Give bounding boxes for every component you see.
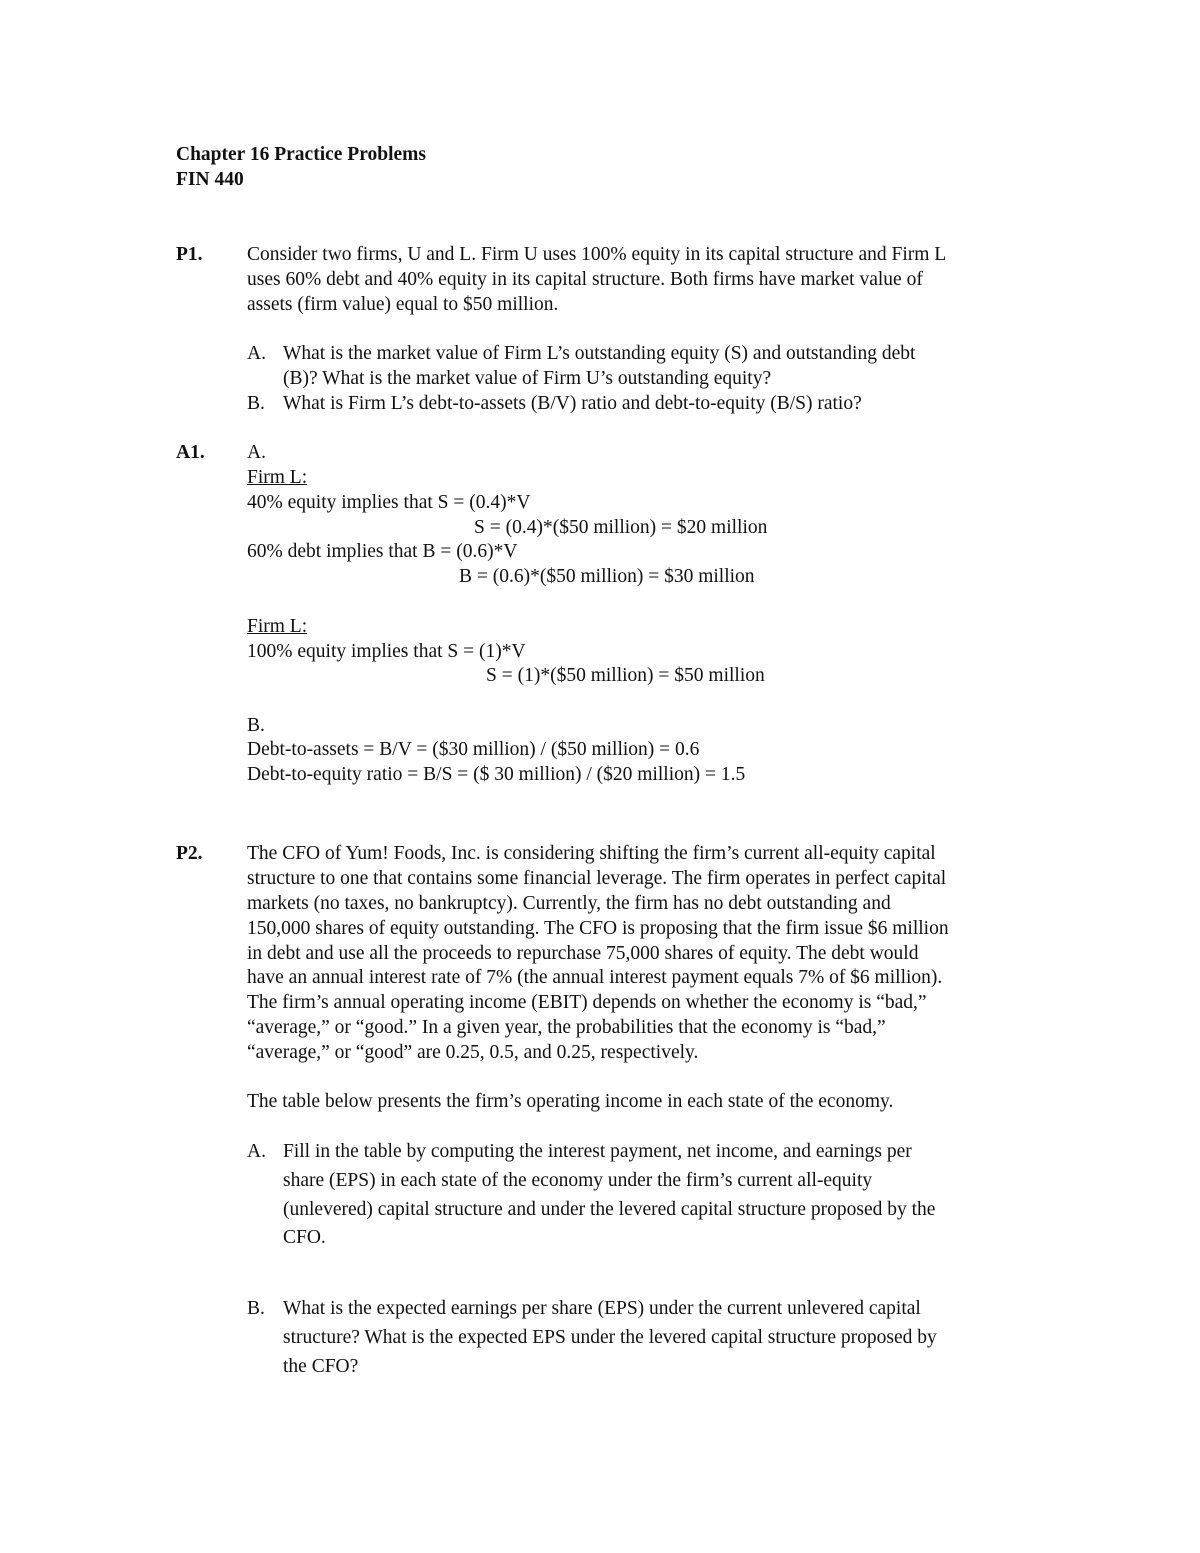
list-item-line: the CFO? <box>283 1356 359 1377</box>
list-item-line: (B)? What is the market value of Firm U’s outstanding equity? <box>283 368 772 389</box>
list-marker: A. <box>247 343 266 364</box>
document-title: Chapter 16 Practice Problems <box>176 144 427 165</box>
list-item-line: What is Firm L’s debt-to-assets (B/V) ratio and debt-to-equity (B/S) ratio? <box>283 393 862 414</box>
equation-line: 40% equity implies that S = (0.4)*V <box>247 492 531 513</box>
firm-heading: Firm L: <box>247 616 308 637</box>
problem-text-line: “average,” or “good” are 0.25, 0.5, and 0.25, respectively. <box>247 1042 699 1063</box>
answer-part-label: A. <box>247 442 266 463</box>
equation-line: S = (0.4)*($50 million) = $20 million <box>474 517 768 538</box>
answer-label: A1. <box>176 442 205 463</box>
table-intro-text: The table below presents the firm’s operating income in each state of the economy. <box>247 1091 894 1112</box>
problem-text-line: The firm’s annual operating income (EBIT) depends on whether the economy is “bad,” <box>247 992 927 1013</box>
problem-text-line: structure to one that contains some financial leverage. The firm operates in perfect capital <box>247 868 947 889</box>
list-item-line: (unlevered) capital structure and under the levered capital structure proposed by the <box>283 1199 936 1220</box>
answer-part-label: B. <box>247 715 265 736</box>
problem-text-line: have an annual interest rate of 7% (the annual interest payment equals 7% of $6 million). <box>247 967 943 988</box>
list-marker: B. <box>247 1298 265 1319</box>
firm-heading: Firm L: <box>247 467 308 488</box>
list-item-line: What is the expected earnings per share (EPS) under the current unlevered capital <box>283 1298 921 1319</box>
problem-text-line: The CFO of Yum! Foods, Inc. is considering shifting the firm’s current all-equity capital <box>247 843 936 864</box>
problem-text-line: markets (no taxes, no bankruptcy). Currently, the firm has no debt outstanding and <box>247 893 891 914</box>
problem-text-line: “average,” or “good.” In a given year, the probabilities that the economy is “bad,” <box>247 1017 886 1038</box>
list-item-line: share (EPS) in each state of the economy under the firm’s current all-equity <box>283 1170 873 1191</box>
list-marker: B. <box>247 393 265 414</box>
list-item-line: structure? What is the expected EPS under the levered capital structure proposed by <box>283 1327 937 1348</box>
list-item-line: Fill in the table by computing the interest payment, net income, and earnings per <box>283 1141 912 1162</box>
ratio-line: Debt-to-equity ratio = B/S = ($ 30 million) / ($20 million) = 1.5 <box>247 764 746 785</box>
problem-text-line: 150,000 shares of equity outstanding. The CFO is proposing that the firm issue $6 million <box>247 918 949 939</box>
equation-line: 100% equity implies that S = (1)*V <box>247 641 526 662</box>
equation-line: 60% debt implies that B = (0.6)*V <box>247 541 518 562</box>
problem-label: P2. <box>176 843 203 864</box>
list-item-line: What is the market value of Firm L’s outstanding equity (S) and outstanding debt <box>283 343 916 364</box>
course-code: FIN 440 <box>176 169 244 190</box>
list-marker: A. <box>247 1141 266 1162</box>
problem-text-line: uses 60% debt and 40% equity in its capital structure. Both firms have market value of <box>247 269 923 290</box>
problem-text-line: assets (firm value) equal to $50 million. <box>247 294 559 315</box>
problem-text-line: in debt and use all the proceeds to repurchase 75,000 shares of equity. The debt would <box>247 943 919 964</box>
equation-line: S = (1)*($50 million) = $50 million <box>486 665 765 686</box>
problem-label: P1. <box>176 244 203 265</box>
list-item-line: CFO. <box>283 1227 326 1248</box>
equation-line: B = (0.6)*($50 million) = $30 million <box>459 566 755 587</box>
ratio-line: Debt-to-assets = B/V = ($30 million) / ($50 million) = 0.6 <box>247 739 700 760</box>
problem-text-line: Consider two firms, U and L. Firm U uses 100% equity in its capital structure and Firm L <box>247 244 947 265</box>
